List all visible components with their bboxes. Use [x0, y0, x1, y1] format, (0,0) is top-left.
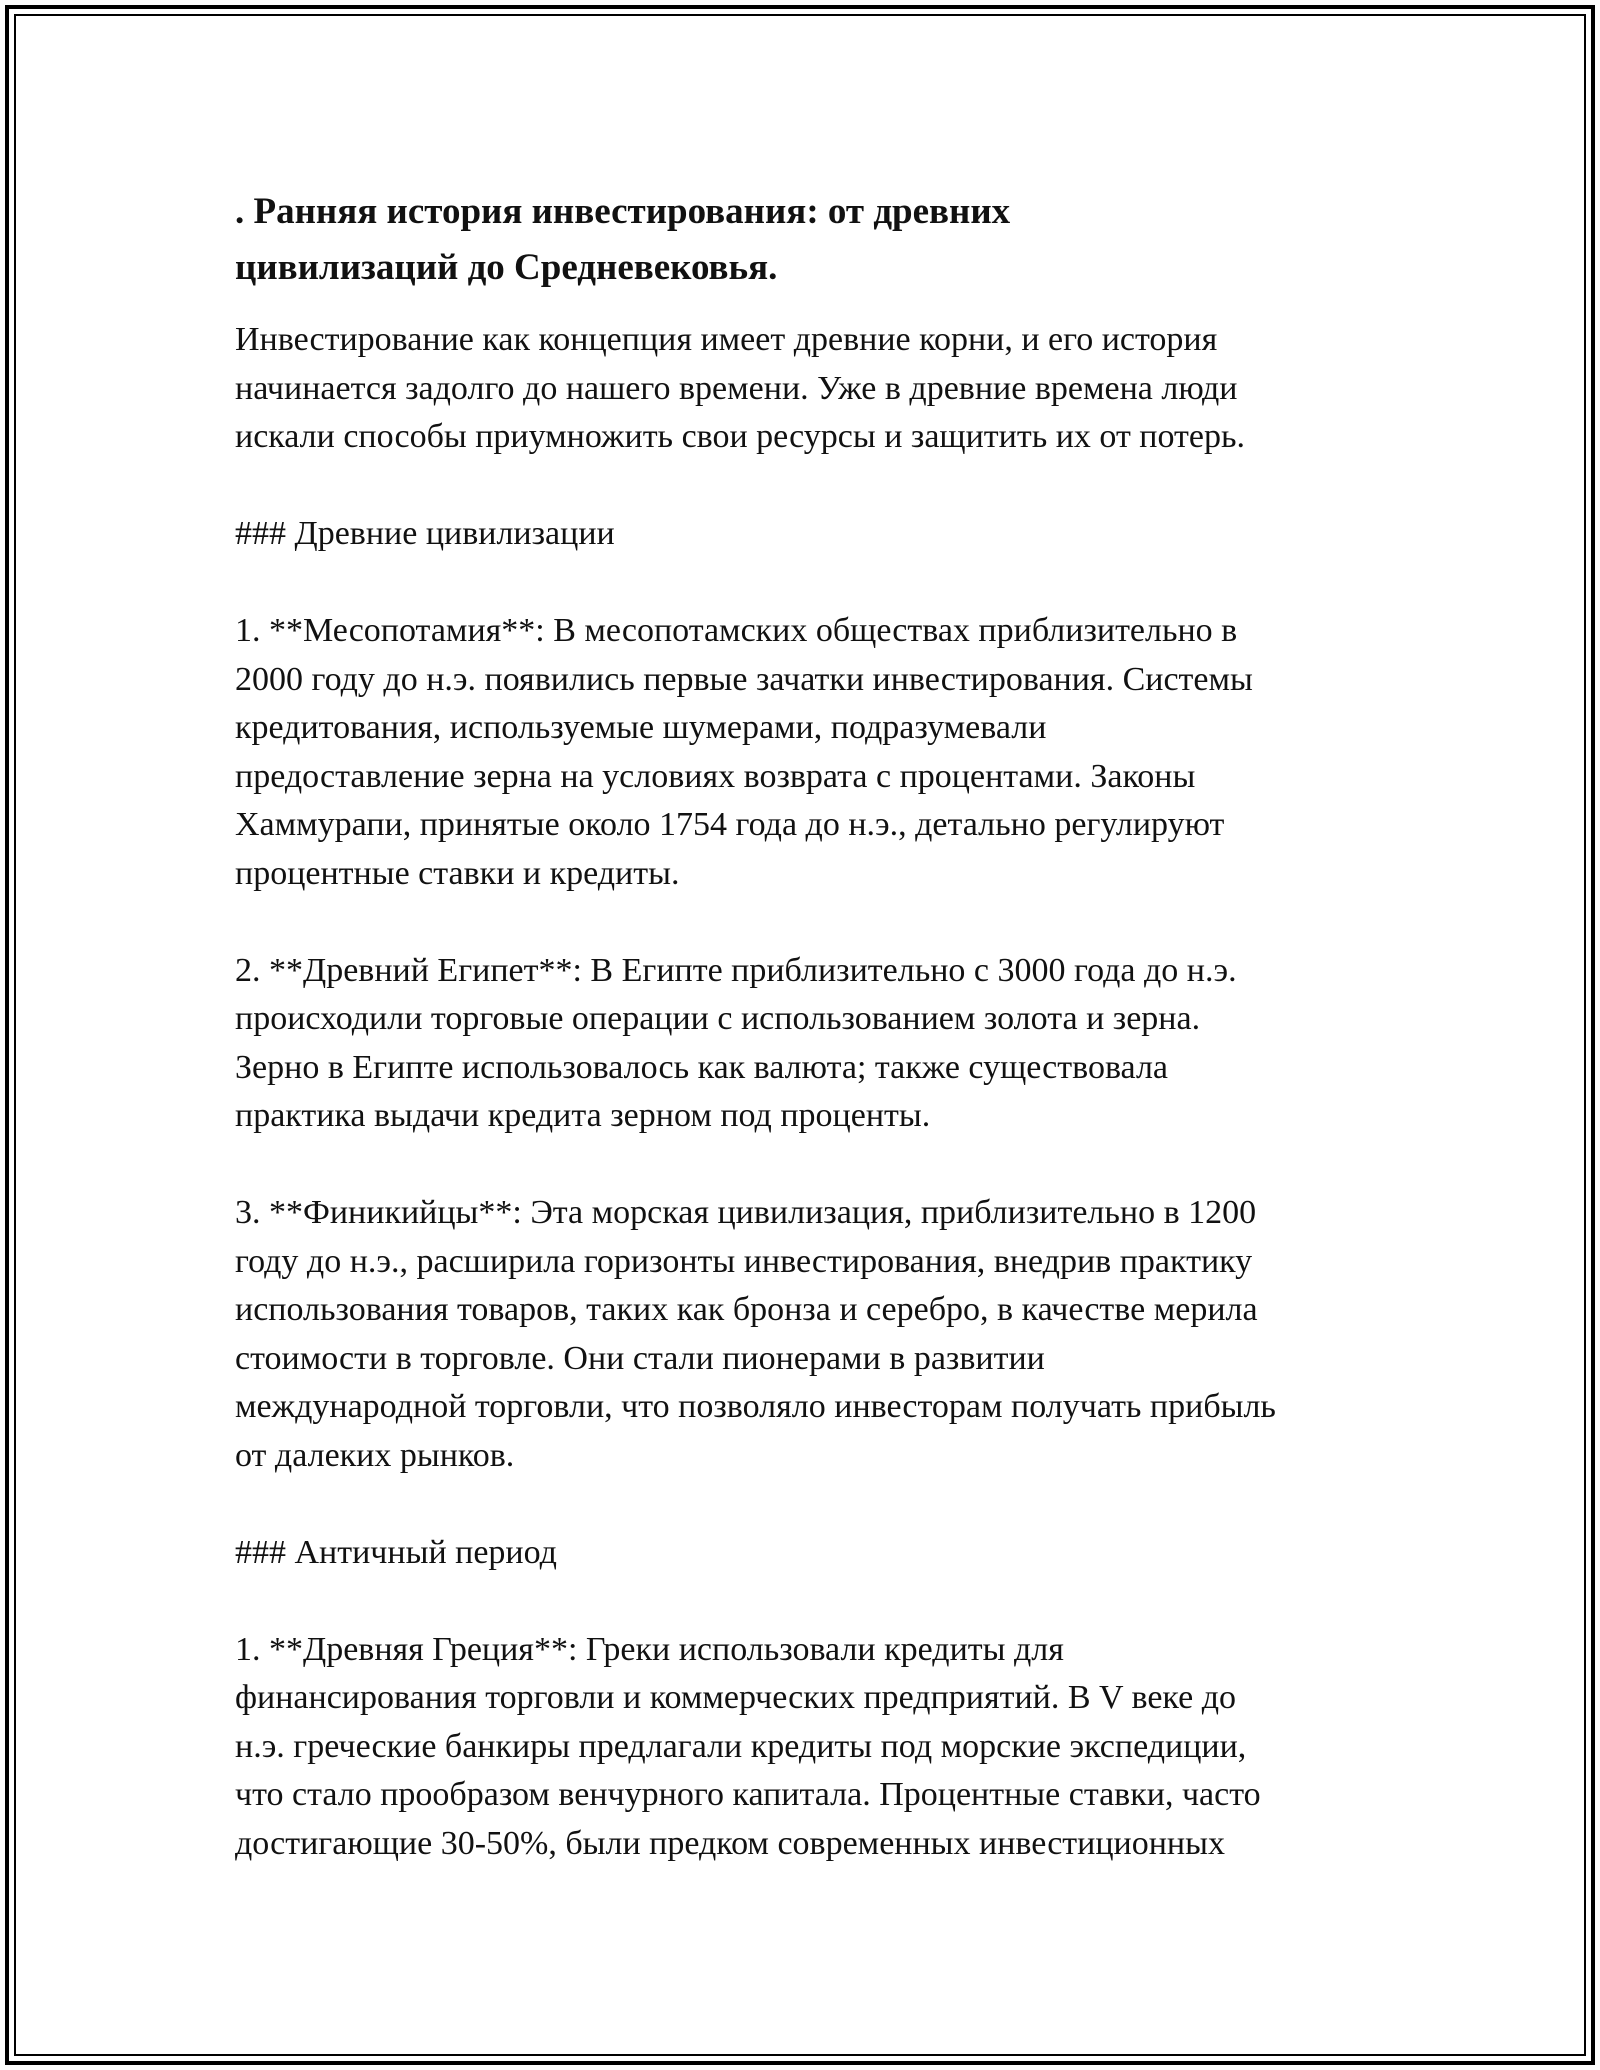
list-item-mesopotamia: 1. **Месопотамия**: В месопотамских обществах приблизительно в 2000 году до н.э. появились первые зачатки инвестирования. Системы кредитования, используемые шумерами, подразумевали предоставление зерна на условиях возврата с процентами. Законы Хаммурапи, принятые около 1754 года до н.э., детально регулируют процентные ставки и кредиты.: [235, 612, 1253, 892]
list-item-ancient-greece: 1. **Древняя Греция**: Греки использовали кредиты для финансирования торговли и коммерческих предприятий. В V веке до н.э. греческие банкиры предлагали кредиты под морские экспедиции, что стало прообразом венчурного капитала. Процентные ставки, часто достигающие 30-50%, были предком современных инвестиционных: [235, 1630, 1261, 1862]
paragraph-spacer: [235, 462, 1385, 511]
paragraph-spacer: [235, 898, 1385, 947]
paragraph-spacer: [235, 1141, 1385, 1190]
section-heading-antiquity: ### Античный период: [235, 1533, 557, 1571]
list-item-ancient-egypt: 2. **Древний Египет**: В Египте приблизительно с 3000 года до н.э. происходили торговые операции с использованием золота и зерна. Зерно в Египте использовалось как валюта; также существовала практика выдачи кредита зерном под проценты.: [235, 951, 1237, 1134]
paragraph-spacer: [235, 1480, 1385, 1529]
paragraph-spacer: [235, 1577, 1385, 1626]
section-heading-ancient-civilizations: ### Древние цивилизации: [235, 515, 615, 552]
document-title: . Ранняя история инвестирования: от древних цивилизаций до Средневековья.: [235, 191, 1011, 288]
intro-paragraph: Инвестирование как концепция имеет древние корни, и его история начинается задолго до нашего времени. Уже в древние времена люди искали способы приумножить свои ресурсы и защитить их от потерь.: [235, 321, 1246, 455]
document-body: [235, 184, 1385, 1868]
paragraph-spacer: [235, 559, 1385, 608]
list-item-phoenicians: 3. **Финикийцы**: Эта морская цивилизация, приблизительно в 1200 году до н.э., расширила горизонты инвестирования, внедрив практику использования товаров, таких как бронза и серебро, в качестве мерила стоимости в торговле. Они стали пионерами в развитии международной торговли, что позволяло инвесторам получать прибыль от далеких рынков.: [235, 1194, 1276, 1474]
